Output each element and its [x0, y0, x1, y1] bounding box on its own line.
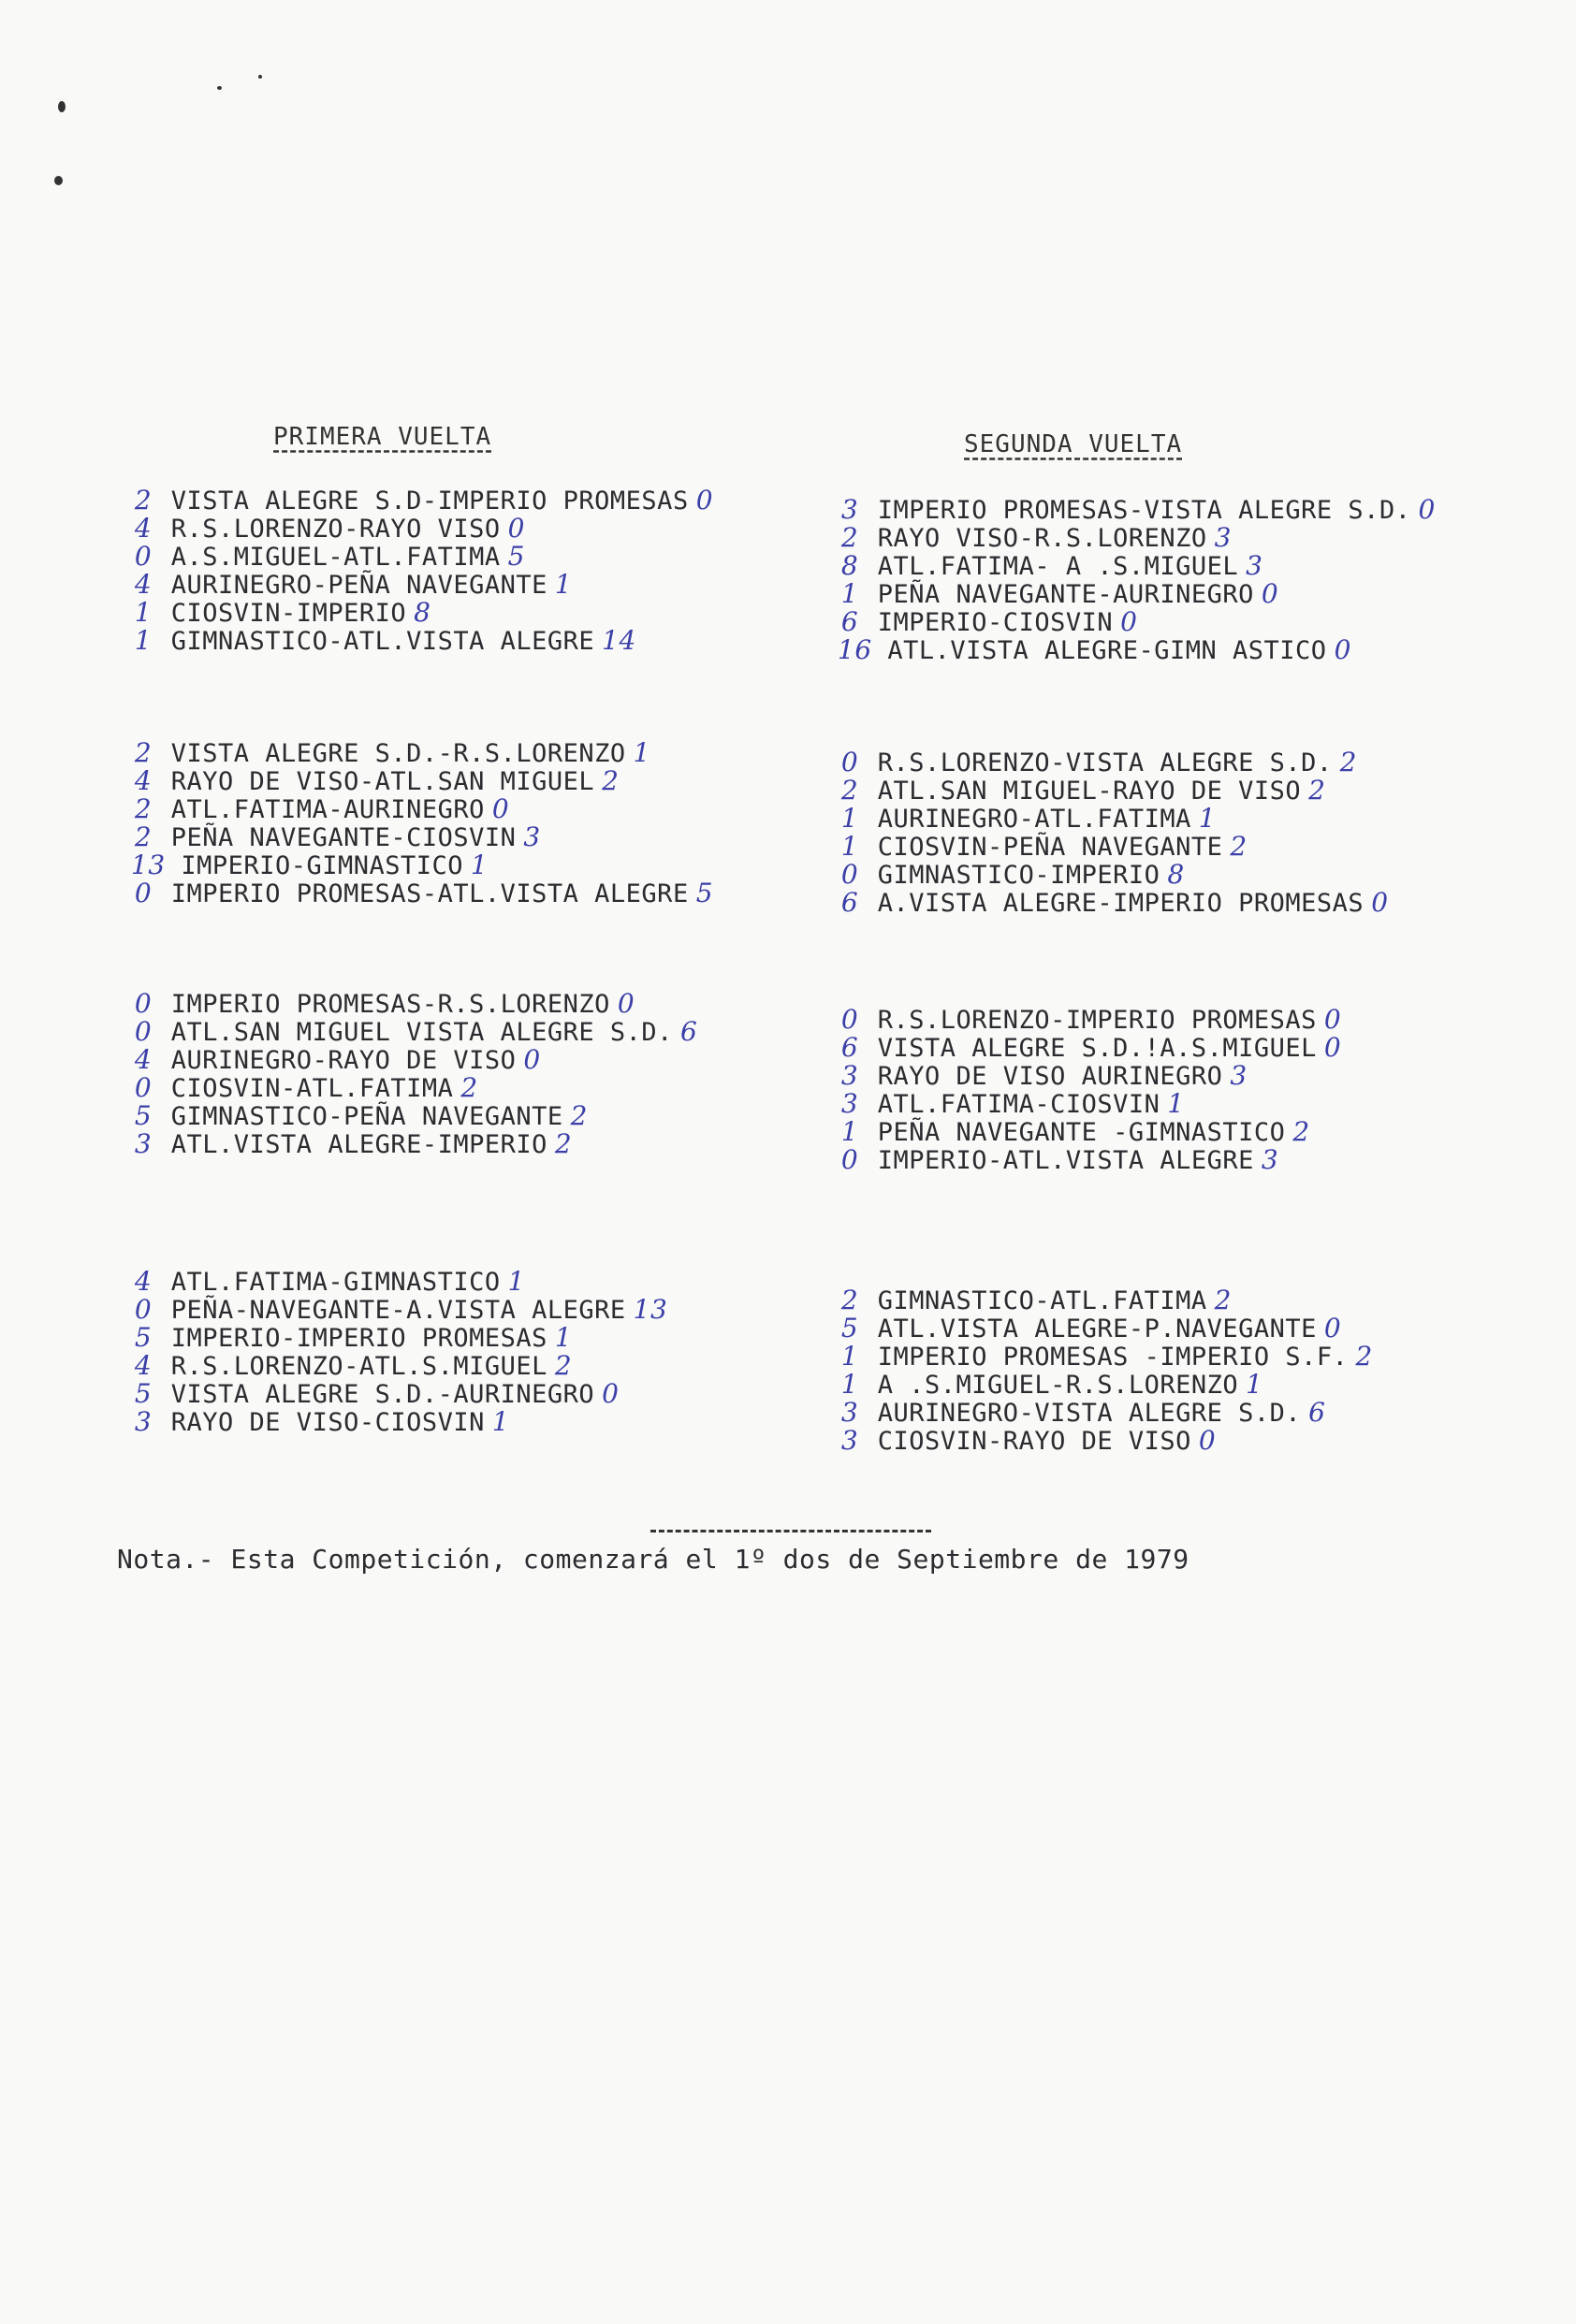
- handwritten-score-home: 1: [840, 831, 859, 862]
- handwritten-score-away: 2: [554, 1350, 573, 1381]
- handwritten-score-home: 4: [134, 1266, 153, 1297]
- handwritten-score-home: 5: [134, 1378, 153, 1409]
- fixture-teams: VISTA ALEGRE S.D-IMPERIO PROMESAS: [170, 487, 689, 516]
- segunda-group-4: [838, 1286, 1379, 1455]
- fixture-row: [131, 627, 721, 655]
- handwritten-score-home: 3: [134, 1406, 153, 1437]
- handwritten-score-away: 0: [602, 1378, 620, 1409]
- fixture-row: [131, 879, 721, 908]
- fixture-teams: ATL.FATIMA-GIMNASTICO: [170, 1268, 501, 1297]
- handwritten-score-home: 4: [134, 1350, 153, 1381]
- handwritten-score-away: 1: [1198, 803, 1217, 834]
- handwritten-score-away: 3: [1246, 550, 1263, 581]
- handwritten-score-home: 0: [840, 859, 859, 890]
- handwritten-score-home: 5: [134, 1322, 153, 1353]
- fixture-row: [131, 767, 721, 795]
- fixture-teams: IMPERIO PROMESAS -IMPERIO S.F.: [877, 1343, 1349, 1372]
- handwritten-score-away: 2: [1292, 1116, 1310, 1147]
- fixture-row: [131, 739, 721, 767]
- handwritten-score-away: 0: [1323, 1032, 1342, 1063]
- handwritten-score-home: 3: [840, 1060, 859, 1091]
- handwritten-score-home: 5: [134, 1100, 153, 1131]
- handwritten-score-home: 3: [840, 1088, 859, 1119]
- fixture-row: [838, 1034, 1349, 1062]
- handwritten-score-home: 0: [840, 747, 859, 777]
- fixture-row: [131, 571, 721, 599]
- handwritten-score-home: 5: [840, 1313, 859, 1344]
- handwritten-score-home: 4: [134, 1044, 153, 1075]
- handwritten-score-home: 0: [134, 1016, 153, 1047]
- fixture-teams: R.S.LORENZO-VISTA ALEGRE S.D.: [877, 748, 1333, 777]
- handwritten-score-away: 8: [414, 597, 431, 628]
- handwritten-score-home: 4: [134, 765, 153, 796]
- fixture-teams: R.S.LORENZO-IMPERIO PROMESAS: [877, 1006, 1317, 1035]
- fixture-teams: CIOSVIN-PEÑA NAVEGANTE: [877, 833, 1223, 862]
- handwritten-score-home: 0: [134, 1294, 153, 1325]
- handwritten-score-home: 0: [134, 1072, 153, 1103]
- handwritten-score-away: 0: [1261, 578, 1279, 609]
- handwritten-score-away: 6: [679, 1016, 698, 1047]
- handwritten-score-home: 0: [840, 1144, 859, 1175]
- fixture-teams: RAYO DE VISO-CIOSVIN: [170, 1408, 485, 1437]
- fixture-teams: VISTA ALEGRE S.D.-AURINEGRO: [170, 1380, 595, 1409]
- handwritten-score-away: 0: [617, 988, 635, 1019]
- fixture-teams: ATL.VISTA ALEGRE-P.NAVEGANTE: [877, 1315, 1317, 1344]
- fixture-row: [838, 496, 1442, 524]
- fixture-row: [131, 1074, 705, 1102]
- handwritten-score-away: 1: [1246, 1369, 1263, 1400]
- handwritten-score-home: 2: [134, 793, 153, 824]
- handwritten-score-away: 2: [1214, 1285, 1232, 1315]
- handwritten-score-home: 6: [840, 606, 859, 637]
- segunda-group-1: [838, 496, 1442, 664]
- fixture-row: [838, 580, 1442, 608]
- fixture-teams: GIMNASTICO-ATL.FATIMA: [877, 1286, 1207, 1315]
- handwritten-score-home: 0: [840, 1004, 859, 1035]
- fixture-teams: R.S.LORENZO-RAYO VISO: [170, 515, 501, 544]
- fixture-row: [838, 524, 1442, 552]
- fixture-row: [838, 1090, 1349, 1118]
- fixture-row: [838, 1006, 1349, 1034]
- handwritten-score-away: 1: [554, 1322, 573, 1353]
- fixture-teams: IMPERIO-GIMNASTICO: [181, 851, 464, 880]
- segunda-vuelta-title: SEGUNDA VUELTA: [964, 430, 1183, 458]
- fixture-row: [131, 851, 721, 879]
- fixture-row: [131, 1102, 705, 1130]
- primera-group-4: [131, 1268, 667, 1436]
- fixture-row: [131, 1352, 667, 1380]
- fixture-row: [131, 1018, 705, 1046]
- handwritten-score-away: 5: [507, 541, 525, 572]
- handwritten-score-away: 1: [554, 569, 573, 600]
- fixture-teams: AURINEGRO-RAYO DE VISO: [170, 1046, 517, 1075]
- fixture-teams: ATL.FATIMA- A .S.MIGUEL: [877, 552, 1239, 581]
- fixture-row: [838, 552, 1442, 580]
- handwritten-score-away: 0: [1323, 1313, 1342, 1344]
- fixture-row: [838, 805, 1395, 833]
- handwritten-score-away: 2: [602, 765, 620, 796]
- handwritten-score-away: 0: [1198, 1425, 1217, 1456]
- handwritten-score-away: 0: [1371, 887, 1389, 918]
- handwritten-score-home: 3: [840, 1425, 859, 1456]
- fixture-teams: PEÑA NAVEGANTE-CIOSVIN: [170, 823, 517, 852]
- handwritten-score-home: 2: [840, 522, 859, 553]
- fixture-row: [131, 1324, 667, 1352]
- fixture-teams: ATL.VISTA ALEGRE-IMPERIO: [170, 1130, 547, 1159]
- handwritten-score-away: 1: [491, 1406, 510, 1437]
- fixture-row: [838, 777, 1395, 805]
- fixture-teams: A.VISTA ALEGRE-IMPERIO PROMESAS: [877, 889, 1364, 918]
- fixture-teams: IMPERIO PROMESAS-ATL.VISTA ALEGRE: [170, 879, 689, 908]
- fixture-row: [131, 990, 705, 1018]
- fixture-row: [131, 823, 721, 851]
- fixture-row: [131, 1046, 705, 1074]
- fixture-row: [131, 1130, 705, 1158]
- fixture-teams: IMPERIO-CIOSVIN: [877, 608, 1114, 637]
- fixture-teams: ATL.FATIMA-CIOSVIN: [877, 1090, 1160, 1119]
- handwritten-score-home: 2: [134, 821, 153, 852]
- handwritten-score-away: 1: [471, 850, 489, 880]
- fixture-row: [131, 1296, 667, 1324]
- handwritten-score-home: 0: [134, 988, 153, 1019]
- fixture-row: [131, 1408, 667, 1436]
- fixture-row: [131, 1380, 667, 1408]
- fixture-teams: IMPERIO-ATL.VISTA ALEGRE: [877, 1146, 1254, 1175]
- handwritten-score-away: 8: [1167, 859, 1185, 890]
- fixture-teams: IMPERIO PROMESAS-R.S.LORENZO: [170, 990, 610, 1019]
- handwritten-score-away: 2: [1339, 747, 1357, 777]
- fixture-teams: PEÑA-NAVEGANTE-A.VISTA ALEGRE: [170, 1296, 626, 1325]
- fixture-row: [838, 1062, 1349, 1090]
- fixture-row: [131, 795, 721, 823]
- fixture-row: [131, 487, 721, 515]
- handwritten-score-away: 6: [1308, 1397, 1326, 1428]
- handwritten-score-home: 1: [840, 1116, 859, 1147]
- handwritten-score-away: 0: [1323, 1004, 1342, 1035]
- fixture-teams: A.S.MIGUEL-ATL.FATIMA: [170, 543, 501, 572]
- handwritten-score-away: 2: [460, 1072, 478, 1103]
- handwritten-score-away: 3: [1214, 522, 1232, 553]
- handwritten-score-away: 0: [491, 793, 510, 824]
- fixture-teams: IMPERIO-IMPERIO PROMESAS: [170, 1324, 547, 1353]
- fixture-row: [838, 1371, 1379, 1399]
- handwritten-score-home: 2: [134, 485, 153, 516]
- handwritten-score-away: 2: [1230, 831, 1248, 862]
- fixture-teams: AURINEGRO-VISTA ALEGRE S.D.: [877, 1399, 1302, 1428]
- handwritten-score-home: 0: [134, 541, 153, 572]
- ink-speck: [58, 101, 66, 112]
- handwritten-score-home: 3: [840, 1397, 859, 1428]
- handwritten-score-home: 2: [840, 1285, 859, 1315]
- fixture-teams: ATL.FATIMA-AURINEGRO: [170, 795, 485, 824]
- fixture-row: [838, 1118, 1349, 1146]
- fixture-row: [838, 1427, 1379, 1455]
- handwritten-score-away: 0: [523, 1044, 541, 1075]
- primera-group-3: [131, 990, 705, 1158]
- handwritten-score-home: 2: [840, 775, 859, 806]
- handwritten-score-away: 1: [1167, 1088, 1185, 1119]
- fixture-teams: CIOSVIN-IMPERIO: [170, 599, 407, 628]
- handwritten-score-home: 0: [134, 878, 153, 908]
- handwritten-score-away: 0: [1120, 606, 1138, 637]
- handwritten-score-home: 1: [134, 597, 153, 628]
- fixture-teams: GIMNASTICO-PEÑA NAVEGANTE: [170, 1102, 563, 1131]
- handwritten-score-away: 0: [1418, 494, 1436, 525]
- fixture-teams: R.S.LORENZO-ATL.S.MIGUEL: [170, 1352, 547, 1381]
- handwritten-score-away: 2: [1355, 1341, 1373, 1372]
- primera-group-1: [131, 487, 721, 655]
- fixture-teams: A .S.MIGUEL-R.S.LORENZO: [877, 1371, 1239, 1400]
- fixture-row: [838, 1286, 1379, 1315]
- fixture-teams: AURINEGRO-PEÑA NAVEGANTE: [170, 571, 547, 600]
- fixture-teams: PEÑA NAVEGANTE-AURINEGRO: [877, 580, 1254, 609]
- handwritten-score-away: 2: [1308, 775, 1326, 806]
- handwritten-score-home: 8: [840, 550, 859, 581]
- fixture-teams: GIMNASTICO-IMPERIO: [877, 861, 1160, 890]
- fixture-row: [838, 1343, 1379, 1371]
- fixture-teams: AURINEGRO-ATL.FATIMA: [877, 805, 1191, 834]
- fixture-teams: CIOSVIN-ATL.FATIMA: [170, 1074, 454, 1103]
- fixture-teams: RAYO DE VISO AURINEGRO: [877, 1062, 1223, 1091]
- handwritten-score-home: 6: [840, 887, 859, 918]
- fixture-row: [131, 515, 721, 543]
- handwritten-score-away: 0: [695, 485, 714, 516]
- handwritten-score-home: 2: [134, 737, 153, 768]
- handwritten-score-home: 13: [131, 850, 166, 880]
- fixture-teams: GIMNASTICO-ATL.VISTA ALEGRE: [170, 627, 595, 656]
- fixture-row: [838, 1399, 1379, 1427]
- handwritten-score-home: 1: [840, 1369, 859, 1400]
- handwritten-score-away: 2: [570, 1100, 588, 1131]
- fixture-teams: VISTA ALEGRE S.D.-R.S.LORENZO: [170, 739, 626, 768]
- handwritten-score-away: 14: [602, 625, 636, 656]
- fixture-row: [838, 889, 1395, 917]
- handwritten-score-away: 2: [554, 1128, 573, 1159]
- handwritten-score-home: 4: [134, 569, 153, 600]
- fixture-row: [131, 599, 721, 627]
- fixture-row: [838, 608, 1442, 636]
- handwritten-score-home: 1: [840, 1341, 859, 1372]
- handwritten-score-home: 3: [134, 1128, 153, 1159]
- fixture-row: [838, 1315, 1379, 1343]
- primera-group-2: [131, 739, 721, 908]
- handwritten-score-away: 5: [695, 878, 714, 908]
- ink-speck: [258, 75, 262, 79]
- fixture-row: [838, 1146, 1349, 1174]
- divider-line: [650, 1530, 931, 1532]
- handwritten-score-away: 3: [1230, 1060, 1248, 1091]
- primera-vuelta-title: PRIMERA VUELTA: [273, 423, 492, 451]
- fixture-teams: ATL.SAN MIGUEL VISTA ALEGRE S.D.: [170, 1018, 673, 1047]
- handwritten-score-home: 3: [840, 494, 859, 525]
- handwritten-score-away: 1: [633, 737, 650, 768]
- handwritten-score-home: 1: [134, 625, 153, 656]
- handwritten-score-away: 13: [633, 1294, 668, 1325]
- handwritten-score-home: 4: [134, 513, 153, 544]
- ink-speck: [217, 86, 222, 90]
- handwritten-score-away: 3: [1261, 1144, 1279, 1175]
- fixture-teams: PEÑA NAVEGANTE -GIMNASTICO: [877, 1118, 1286, 1147]
- fixture-row: [838, 833, 1395, 861]
- handwritten-score-away: 3: [523, 821, 541, 852]
- fixture-row: [131, 543, 721, 571]
- fixture-teams: IMPERIO PROMESAS-VISTA ALEGRE S.D.: [877, 496, 1411, 525]
- fixture-teams: CIOSVIN-RAYO DE VISO: [877, 1427, 1191, 1456]
- fixture-row: [838, 861, 1395, 889]
- handwritten-score-home: 1: [840, 803, 859, 834]
- fixture-teams: ATL.VISTA ALEGRE-GIMN ASTICO: [887, 636, 1327, 665]
- fixture-row: [131, 1268, 667, 1296]
- fixture-teams: ATL.SAN MIGUEL-RAYO DE VISO: [877, 777, 1302, 806]
- handwritten-score-away: 0: [1334, 634, 1351, 665]
- ink-speck: [54, 176, 63, 185]
- handwritten-score-away: 1: [507, 1266, 525, 1297]
- segunda-group-2: [838, 748, 1395, 917]
- handwritten-score-home: 6: [840, 1032, 859, 1063]
- handwritten-score-away: 0: [507, 513, 525, 544]
- fixture-teams: VISTA ALEGRE S.D.!A.S.MIGUEL: [877, 1034, 1317, 1063]
- segunda-group-3: [838, 1006, 1349, 1174]
- fixture-row: [838, 748, 1395, 777]
- fixture-row: [838, 636, 1442, 664]
- handwritten-score-home: 16: [838, 634, 872, 665]
- handwritten-score-home: 1: [840, 578, 859, 609]
- footer-note: Nota.- Esta Competición, comenzará el 1º dos de Septiembre de 1979: [117, 1544, 1189, 1575]
- fixture-teams: RAYO DE VISO-ATL.SAN MIGUEL: [170, 767, 595, 796]
- fixture-teams: RAYO VISO-R.S.LORENZO: [877, 524, 1207, 553]
